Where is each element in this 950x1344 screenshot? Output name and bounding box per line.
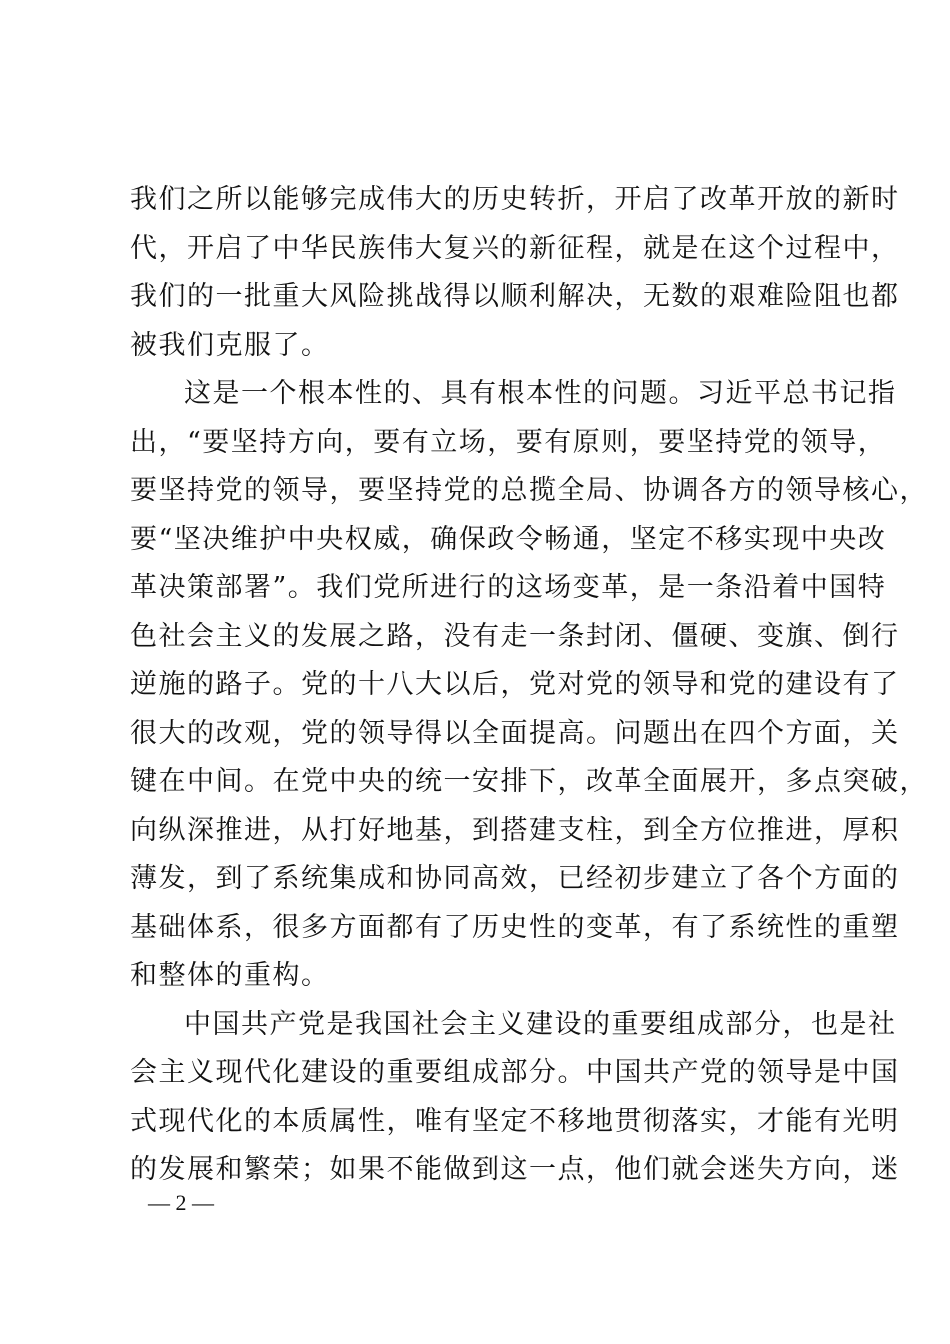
text-line: 革决策部署”。我们党所进行的这场变革，是一条沿着中国特	[130, 572, 887, 603]
text-line: 会主义现代化建设的重要组成部分。中国共产党的领导是中国	[130, 1057, 900, 1088]
text-line: 向纵深推进，从打好地基，到搭建支柱，到全方位推进，厚积	[130, 814, 900, 846]
text-line: 式现代化的本质属性，唯有坚定不移地贯彻落实，才能有光明	[130, 1105, 900, 1137]
text-line: 中国共产党是我国社会主义建设的重要组成部分，也是社	[184, 1008, 897, 1040]
text-line: 代，开启了中华民族伟大复兴的新征程，就是在这个过程中，	[130, 232, 900, 264]
text-line: 出，“要坚持方向，要有立场，要有原则，要坚持党的领导，	[130, 426, 887, 458]
text-line: 基础体系，很多方面都有了历史性的变革，有了系统性的重塑	[130, 911, 900, 943]
text-line: 键在中间。在党中央的统一安排下，改革全面展开，多点突破，	[130, 766, 928, 797]
body-text	[130, 176, 928, 1195]
paragraph-2	[130, 370, 928, 1001]
text-line: 要“坚决维护中央权威，确保政令畅通，坚定不移实现中央改	[130, 523, 887, 555]
text-line: 逆施的路子。党的十八大以后，党对党的领导和党的建设有了	[130, 669, 900, 700]
paragraph-3	[130, 1001, 900, 1195]
text-line: 被我们克服了。	[130, 329, 330, 361]
text-line: 色社会主义的发展之路，没有走一条封闭、僵硬、变旗、倒行	[130, 620, 900, 652]
text-line: 很大的改观，党的领导得以全面提高。问题出在四个方面，关	[130, 717, 900, 749]
text-line: 要坚持党的领导，要坚持党的总揽全局、协调各方的领导核心，	[130, 475, 928, 506]
paragraph-1	[130, 176, 900, 370]
text-line: 我们之所以能够完成伟大的历史转折，开启了改革开放的新时	[130, 184, 900, 215]
page-number: — 2 —	[148, 1190, 214, 1215]
text-line: 的发展和繁荣；如果不能做到这一点，他们就会迷失方向，迷	[130, 1154, 900, 1185]
text-line: 这是一个根本性的、具有根本性的问题。习近平总书记指	[184, 378, 897, 409]
text-line: 薄发，到了系统集成和协同高效，已经初步建立了各个方面的	[130, 863, 900, 894]
text-line: 我们的一批重大风险挑战得以顺利解决，无数的艰难险阻也都	[130, 281, 900, 312]
text-line: 和整体的重构。	[130, 960, 330, 991]
